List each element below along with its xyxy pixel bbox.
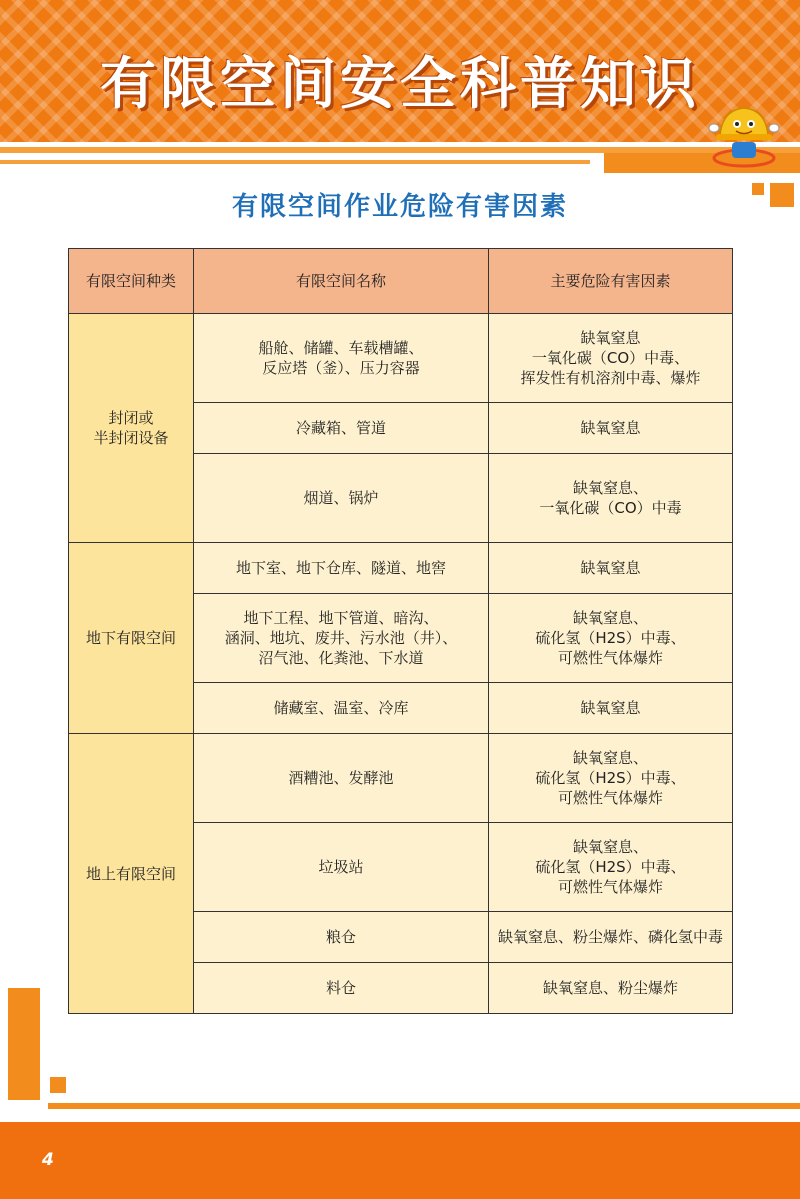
header-divider-thin bbox=[0, 160, 590, 164]
helmet-mascot-icon bbox=[708, 100, 780, 172]
page-number: 4 bbox=[42, 1150, 54, 1170]
space-name-cell: 冷藏箱、管道 bbox=[194, 403, 489, 454]
header-banner bbox=[0, 0, 800, 142]
footer-band bbox=[0, 1122, 800, 1199]
hazard-cell: 缺氧窒息 bbox=[489, 683, 733, 734]
column-header: 有限空间名称 bbox=[194, 249, 489, 314]
footer-divider bbox=[48, 1103, 800, 1109]
category-cell: 封闭或 半封闭设备 bbox=[69, 314, 194, 543]
space-name-cell: 地下工程、地下管道、暗沟、 涵洞、地坑、废井、污水池（井）、 沼气池、化粪池、下水道 bbox=[194, 594, 489, 683]
space-name-cell: 酒糟池、发酵池 bbox=[194, 734, 489, 823]
table-header-row bbox=[69, 249, 733, 314]
space-name-cell: 储藏室、温室、冷库 bbox=[194, 683, 489, 734]
category-cell: 地下有限空间 bbox=[69, 543, 194, 734]
hazard-cell: 缺氧窒息、 一氧化碳（CO）中毒 bbox=[489, 454, 733, 543]
hazard-table bbox=[68, 248, 733, 1014]
page-title: 有限空间安全科普知识 bbox=[100, 52, 700, 117]
table-row bbox=[69, 734, 733, 823]
table-row bbox=[69, 314, 733, 403]
hazard-cell: 缺氧窒息 一氧化碳（CO）中毒、 挥发性有机溶剂中毒、爆炸 bbox=[489, 314, 733, 403]
hazard-cell: 缺氧窒息、 硫化氢（H2S）中毒、 可燃性气体爆炸 bbox=[489, 823, 733, 912]
column-header: 主要危险有害因素 bbox=[489, 249, 733, 314]
hazard-cell: 缺氧窒息 bbox=[489, 543, 733, 594]
category-cell: 地上有限空间 bbox=[69, 734, 194, 1014]
table-row bbox=[69, 543, 733, 594]
hazard-cell: 缺氧窒息、粉尘爆炸、磷化氢中毒 bbox=[489, 912, 733, 963]
decor-bar bbox=[8, 988, 40, 1100]
space-name-cell: 地下室、地下仓库、隧道、地窖 bbox=[194, 543, 489, 594]
space-name-cell: 烟道、锅炉 bbox=[194, 454, 489, 543]
space-name-cell: 粮仓 bbox=[194, 912, 489, 963]
column-header: 有限空间种类 bbox=[69, 249, 194, 314]
hazard-cell: 缺氧窒息、 硫化氢（H2S）中毒、 可燃性气体爆炸 bbox=[489, 594, 733, 683]
space-name-cell: 船舱、储罐、车载槽罐、 反应塔（釜）、压力容器 bbox=[194, 314, 489, 403]
decor-square bbox=[50, 1077, 66, 1093]
section-title: 有限空间作业危险有害因素 bbox=[231, 192, 568, 222]
space-name-cell: 料仓 bbox=[194, 963, 489, 1014]
space-name-cell: 垃圾站 bbox=[194, 823, 489, 912]
hazard-cell: 缺氧窒息、 硫化氢（H2S）中毒、 可燃性气体爆炸 bbox=[489, 734, 733, 823]
hazard-cell: 缺氧窒息、粉尘爆炸 bbox=[489, 963, 733, 1014]
hazard-cell: 缺氧窒息 bbox=[489, 403, 733, 454]
